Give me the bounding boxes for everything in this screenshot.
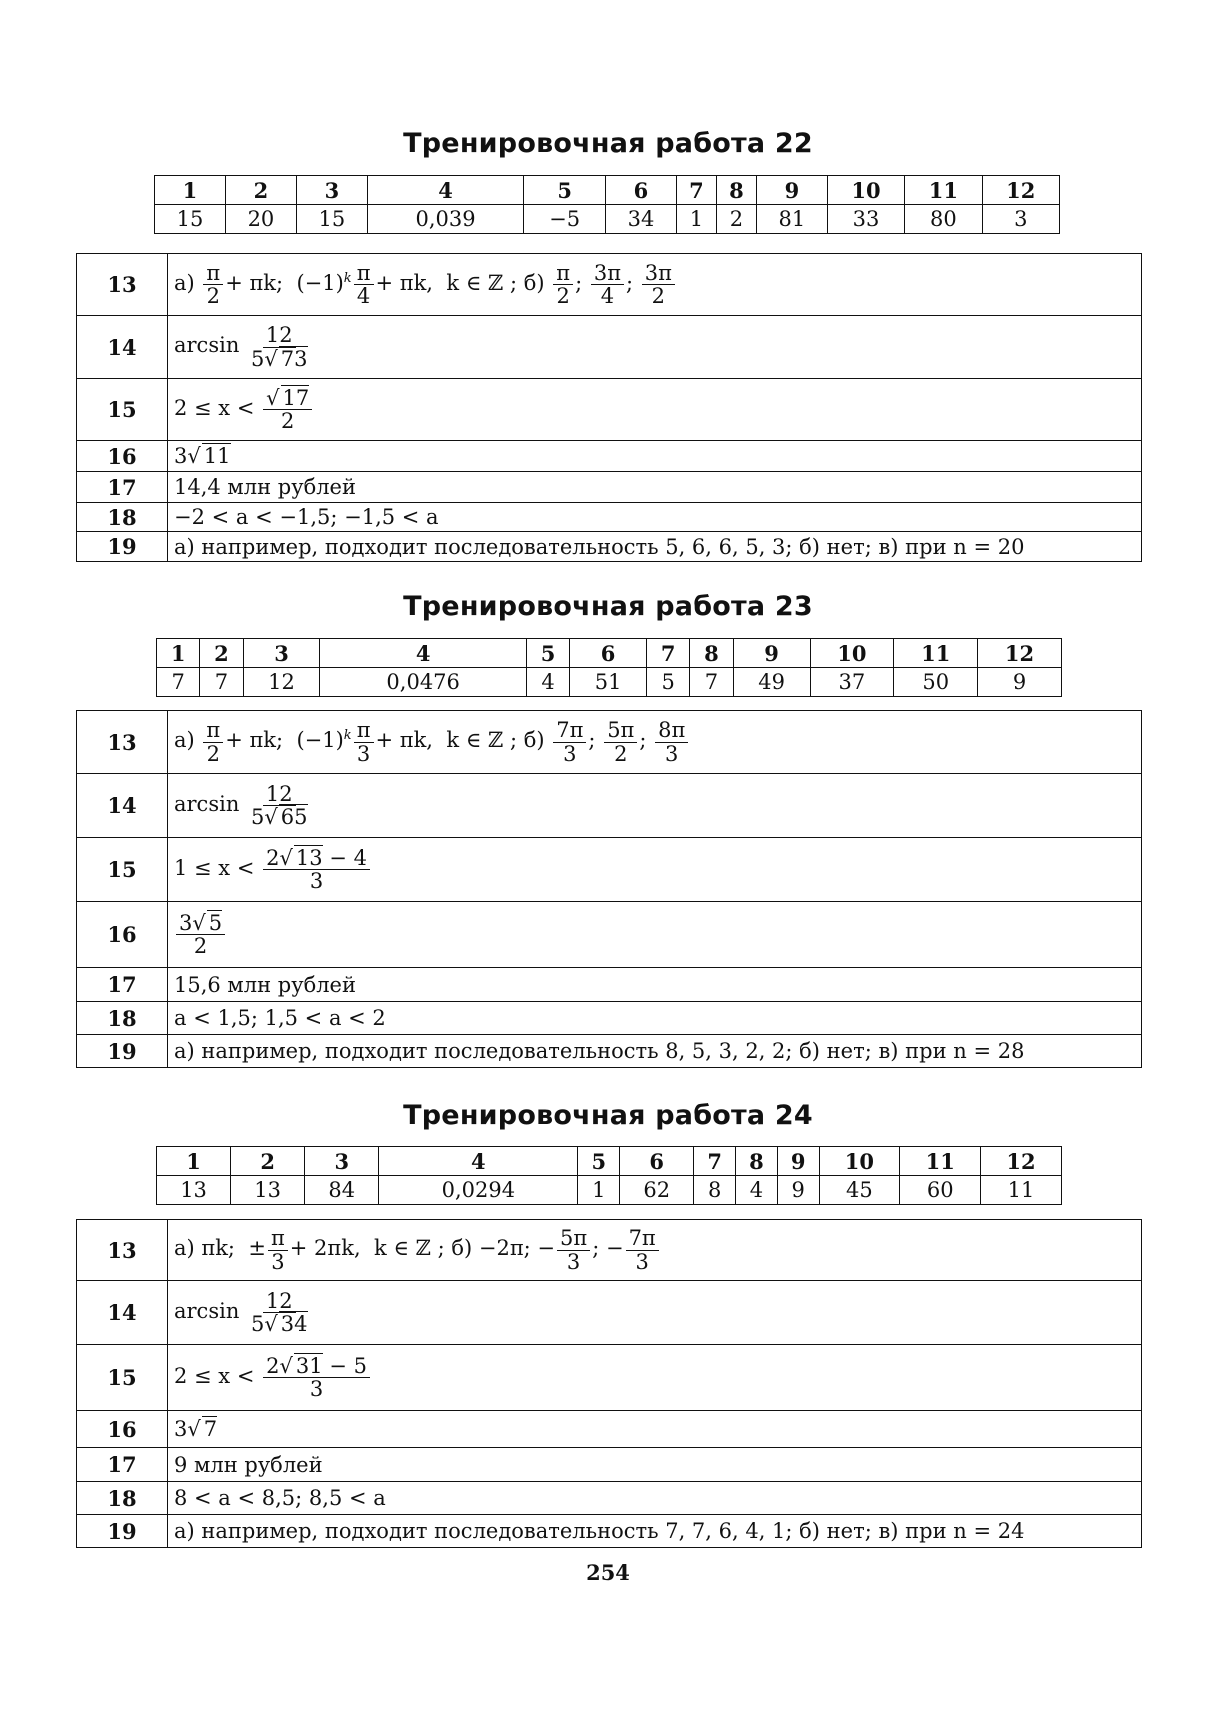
- header-cell: 10: [827, 176, 904, 205]
- denominator: 3: [566, 1249, 581, 1274]
- answer-cell: −5: [524, 205, 606, 234]
- short-answer-row: [157, 1176, 1062, 1205]
- answer-text: + πk,: [375, 728, 433, 753]
- coefficient: 2: [266, 1353, 280, 1378]
- answer-text: 2 ≤ x <: [174, 396, 255, 420]
- task-answer: [168, 1345, 1142, 1411]
- numerator: 3π: [642, 262, 675, 285]
- task-answer: [168, 316, 1142, 379]
- answer-cell: 1: [578, 1176, 620, 1205]
- coefficient: 5: [251, 346, 265, 371]
- header-cell: 6: [620, 1147, 694, 1176]
- task-answer: 9 млн рублей: [168, 1448, 1142, 1482]
- denominator: 3: [635, 1249, 649, 1274]
- task-number: 13: [77, 711, 168, 774]
- answer-text: arcsin: [174, 792, 240, 816]
- task-number: 14: [77, 1281, 168, 1345]
- denominator: 2: [556, 284, 570, 308]
- radicand: 5: [208, 910, 223, 935]
- numerator: 12: [263, 324, 296, 347]
- numerator: 12: [263, 1290, 296, 1313]
- long-row: [77, 316, 1142, 379]
- denominator: 3: [271, 1249, 285, 1274]
- radicand: 13: [295, 845, 323, 870]
- task-number: 19: [77, 1035, 168, 1068]
- task-number: 14: [77, 774, 168, 838]
- task-number: 16: [77, 1411, 168, 1448]
- answer-cell: 7: [200, 668, 243, 697]
- task-answer: а) например, подходит последовательность 7, 7, 6, 4, 1; б) нет; в) при n = 24: [168, 1515, 1142, 1548]
- header-cell: 1: [157, 1147, 231, 1176]
- long-row: [77, 1448, 1142, 1482]
- fraction: [263, 847, 370, 892]
- answer-cell: 12: [243, 668, 320, 697]
- numerator: 3√ 5: [176, 912, 225, 935]
- denominator: 4: [356, 284, 371, 308]
- header-cell: 6: [606, 176, 677, 205]
- fraction: [263, 1355, 370, 1400]
- answer-cell: 84: [305, 1176, 379, 1205]
- task-number: 18: [77, 503, 168, 532]
- task-answer: а) $\frac{\pi}{2}$ + πk; $(-1)^k$ $\frac{\pi}{4}$ + πk, k ∈ ℤ ; б) $\frac{\pi}{2}$ ; $\frac{3\pi}{4}$ ; $\frac{3\pi}{2}$: [168, 254, 1142, 316]
- long-row: [77, 379, 1142, 441]
- fraction: [203, 262, 223, 307]
- task-number: 13: [77, 254, 168, 316]
- denominator: 5√ 73: [251, 346, 308, 371]
- numerator: 2√ 31 − 5: [263, 1355, 370, 1378]
- answer-text: (−1): [296, 271, 344, 295]
- answer-text: (−1): [296, 728, 344, 753]
- task-answer: 8 < a < 8,5; 8,5 < a: [168, 1482, 1142, 1515]
- task-answer: [168, 379, 1142, 441]
- numerator: 3π: [591, 262, 624, 285]
- answer-cell: 34: [606, 205, 677, 234]
- numerator: 2√ 13 − 4: [263, 847, 370, 870]
- work-22-short-table: [154, 175, 1060, 234]
- header-cell: 2: [200, 639, 243, 668]
- header-cell: 8: [716, 176, 756, 205]
- answer-cell: 33: [827, 205, 904, 234]
- numerator: √ 17: [263, 387, 312, 410]
- numerator: π: [268, 1227, 288, 1250]
- denominator: 3: [665, 741, 679, 766]
- task-answer: а) πk; ± $\frac{\pi}{3}$ + 2πk, k ∈ ℤ ; б) −2π; − $\frac{5\pi}{3}$ ; − $\frac{7\pi}{3}$: [168, 1220, 1142, 1281]
- answer-cell: 0,0294: [379, 1176, 578, 1205]
- fraction: [553, 262, 573, 307]
- long-row: [77, 1411, 1142, 1448]
- coefficient: 3: [174, 1417, 188, 1441]
- answer-text: −: [605, 1236, 624, 1261]
- radicand: 31: [295, 1353, 323, 1378]
- answer-text: k ∈ ℤ ; б) −2π;: [373, 1236, 531, 1261]
- short-header-row: [157, 1147, 1062, 1176]
- radicand: 73: [280, 346, 308, 371]
- denominator: 5√ 34: [251, 1312, 308, 1336]
- long-row: [77, 1002, 1142, 1035]
- denominator: 2: [651, 284, 666, 308]
- answer-text: ±: [248, 1236, 266, 1261]
- header-cell: 7: [694, 1147, 736, 1176]
- short-header-row: [157, 639, 1062, 668]
- header-cell: 12: [982, 176, 1059, 205]
- task-number: 19: [77, 1515, 168, 1548]
- header-cell: 11: [894, 639, 978, 668]
- answer-cell: 49: [733, 668, 810, 697]
- coefficient: 5: [251, 805, 265, 829]
- header-cell: 9: [756, 176, 827, 205]
- denominator: 5√ 65: [251, 805, 308, 829]
- task-answer: [168, 902, 1142, 968]
- answer-cell: 5: [647, 668, 690, 697]
- answer-cell: 13: [231, 1176, 305, 1205]
- work-24-short-table: [156, 1146, 1062, 1205]
- answer-cell: 0,039: [367, 205, 523, 234]
- header-cell: 7: [676, 176, 716, 205]
- answer-cell: 7: [157, 668, 200, 697]
- fraction: [248, 324, 311, 369]
- answer-cell: 8: [694, 1176, 736, 1205]
- header-cell: 6: [570, 639, 647, 668]
- header-cell: 8: [690, 639, 733, 668]
- task-number: 17: [77, 1448, 168, 1482]
- answer-text: − 5: [329, 1353, 367, 1378]
- task-answer: [168, 774, 1142, 838]
- task-number: 15: [77, 1345, 168, 1411]
- numerator: π: [553, 262, 573, 285]
- radicand: 17: [282, 385, 310, 410]
- denominator: 3: [563, 741, 577, 766]
- numerator: 7π: [626, 1227, 659, 1250]
- header-cell: 3: [305, 1147, 379, 1176]
- exponent: k: [343, 271, 352, 286]
- header-cell: 1: [157, 639, 200, 668]
- header-cell: 3: [296, 176, 367, 205]
- task-answer: а) например, подходит последовательность 5, 6, 6, 5, 3; б) нет; в) при n = 20: [168, 532, 1142, 562]
- task-number: 17: [77, 968, 168, 1002]
- denominator: 2: [206, 284, 220, 308]
- task-number: 15: [77, 838, 168, 902]
- task-answer: 3√ 11: [168, 441, 1142, 472]
- answer-text: + πk;: [225, 728, 284, 753]
- fraction: [263, 387, 312, 432]
- header-cell: 11: [905, 176, 982, 205]
- long-row: [77, 1035, 1142, 1068]
- radicand: 65: [280, 805, 308, 829]
- answer-text: + πk;: [225, 271, 284, 295]
- task-answer: 15,6 млн рублей: [168, 968, 1142, 1002]
- answer-cell: 15: [296, 205, 367, 234]
- answer-cell: 62: [620, 1176, 694, 1205]
- long-row: [77, 1482, 1142, 1515]
- task-answer: −2 < a < −1,5; −1,5 < a: [168, 503, 1142, 532]
- header-cell: 11: [900, 1147, 981, 1176]
- answer-cell: 80: [905, 205, 982, 234]
- long-row: [77, 503, 1142, 532]
- page-number: 254: [586, 1560, 630, 1585]
- answer-cell: 20: [225, 205, 296, 234]
- header-cell: 10: [810, 639, 894, 668]
- task-answer: а) $\frac{\pi}{2}$ + πk; $(-1)^k$ $\frac{\pi}{3}$ + πk, k ∈ ℤ ; б) $\frac{7\pi}{3}$ ; $\frac{5\pi}{2}$ ; $\frac{8\pi}{3}$: [168, 711, 1142, 774]
- task-answer: а) например, подходит последовательность 8, 5, 3, 2, 2; б) нет; в) при n = 28: [168, 1035, 1142, 1068]
- fraction: [553, 719, 586, 764]
- answer-cell: 3: [982, 205, 1059, 234]
- fraction: [655, 719, 688, 764]
- answer-cell: 50: [894, 668, 978, 697]
- fraction: [604, 719, 637, 764]
- work-23-title: Тренировочная работа 23: [403, 591, 813, 622]
- answer-cell: 0,0476: [320, 668, 526, 697]
- numerator: π: [354, 262, 374, 285]
- header-cell: 4: [379, 1147, 578, 1176]
- header-cell: 1: [155, 176, 226, 205]
- answer-text: k ∈ ℤ ; б): [446, 271, 545, 295]
- answer-cell: 15: [155, 205, 226, 234]
- answer-text: + 2πk,: [289, 1236, 361, 1261]
- work-23-long-table: [76, 710, 1142, 1068]
- answer-text: arcsin: [174, 333, 240, 358]
- numerator: π: [203, 262, 223, 285]
- answer-cell: 4: [736, 1176, 778, 1205]
- fraction: [557, 1227, 590, 1272]
- task-answer: [168, 1281, 1142, 1345]
- long-row: [77, 472, 1142, 503]
- task-answer: 14,4 млн рублей: [168, 472, 1142, 503]
- short-header-row: [155, 176, 1060, 205]
- header-cell: 8: [736, 1147, 778, 1176]
- header-cell: 5: [578, 1147, 620, 1176]
- numerator: 5π: [604, 719, 637, 742]
- task-number: 16: [77, 902, 168, 968]
- task-number: 14: [77, 316, 168, 379]
- fraction: [203, 719, 223, 764]
- numerator: 5π: [557, 1227, 590, 1250]
- header-cell: 2: [225, 176, 296, 205]
- long-row: [77, 254, 1142, 316]
- task-number: 19: [77, 532, 168, 562]
- fraction: [248, 783, 311, 828]
- denominator: 3: [309, 869, 324, 893]
- header-cell: 12: [981, 1147, 1062, 1176]
- coefficient: 3: [179, 910, 193, 935]
- task-number: 13: [77, 1220, 168, 1281]
- task-answer: [168, 838, 1142, 902]
- long-row: [77, 1281, 1142, 1345]
- coefficient: 2: [266, 845, 280, 870]
- long-row: [77, 902, 1142, 968]
- answer-cell: 81: [756, 205, 827, 234]
- answer-cell: 13: [157, 1176, 231, 1205]
- long-row: [77, 711, 1142, 774]
- long-row: [77, 838, 1142, 902]
- denominator: 4: [600, 284, 615, 308]
- task-answer: a < 1,5; 1,5 < a < 2: [168, 1002, 1142, 1035]
- header-cell: 5: [526, 639, 569, 668]
- answer-text: −: [537, 1236, 556, 1261]
- exponent: k: [343, 728, 352, 744]
- denominator: 3: [309, 1377, 324, 1401]
- header-cell: 12: [978, 639, 1062, 668]
- fraction: [248, 1290, 311, 1335]
- fraction: [591, 262, 624, 307]
- task-answer: 3√ 7: [168, 1411, 1142, 1448]
- work-24-long-table: [76, 1219, 1142, 1548]
- answer-cell: 7: [690, 668, 733, 697]
- work-24-title: Тренировочная работа 24: [403, 1100, 813, 1131]
- header-cell: 2: [231, 1147, 305, 1176]
- work-22-long-table: [76, 253, 1142, 562]
- long-row: [77, 968, 1142, 1002]
- short-answer-row: [155, 205, 1060, 234]
- long-row: [77, 1515, 1142, 1548]
- radicand: 7: [203, 1417, 218, 1441]
- answer-cell: 4: [526, 668, 569, 697]
- header-cell: 3: [243, 639, 320, 668]
- fraction: [176, 912, 225, 957]
- long-row: [77, 1345, 1142, 1411]
- fraction: [354, 262, 374, 307]
- denominator: 2: [206, 741, 220, 766]
- task-number: 16: [77, 441, 168, 472]
- long-row: [77, 774, 1142, 838]
- coefficient: 5: [251, 1312, 265, 1336]
- long-row: [77, 441, 1142, 472]
- fraction: [642, 262, 675, 307]
- answer-cell: 9: [978, 668, 1062, 697]
- header-cell: 9: [777, 1147, 819, 1176]
- radicand: 34: [280, 1312, 308, 1336]
- header-cell: 10: [819, 1147, 900, 1176]
- task-number: 17: [77, 472, 168, 503]
- work-23-short-table: [156, 638, 1062, 697]
- numerator: 7π: [553, 719, 586, 742]
- answer-text: − 4: [329, 845, 367, 870]
- answer-text: а): [174, 271, 195, 295]
- answer-cell: 9: [777, 1176, 819, 1205]
- answer-cell: 37: [810, 668, 894, 697]
- header-cell: 7: [647, 639, 690, 668]
- numerator: π: [203, 719, 223, 742]
- answer-cell: 45: [819, 1176, 900, 1205]
- answer-text: k ∈ ℤ ; б): [446, 728, 545, 753]
- answer-cell: 11: [981, 1176, 1062, 1205]
- answer-text: а): [174, 728, 195, 753]
- task-number: 18: [77, 1482, 168, 1515]
- task-number: 18: [77, 1002, 168, 1035]
- short-answer-row: [157, 668, 1062, 697]
- answer-cell: 60: [900, 1176, 981, 1205]
- denominator: 2: [280, 409, 295, 433]
- long-row: [77, 1220, 1142, 1281]
- work-22-title: Тренировочная работа 22: [403, 128, 813, 159]
- header-cell: 5: [524, 176, 606, 205]
- answer-cell: 2: [716, 205, 756, 234]
- numerator: 12: [263, 783, 296, 806]
- fraction: [268, 1227, 288, 1272]
- answer-text: + πk,: [375, 271, 433, 295]
- fraction: [354, 719, 374, 764]
- answer-cell: 51: [570, 668, 647, 697]
- task-number: 15: [77, 379, 168, 441]
- coefficient: 3: [174, 444, 188, 468]
- numerator: π: [354, 719, 374, 742]
- header-cell: 4: [320, 639, 526, 668]
- fraction: [626, 1227, 659, 1272]
- answer-text: а) πk;: [174, 1236, 235, 1261]
- long-row: [77, 532, 1142, 562]
- header-cell: 9: [733, 639, 810, 668]
- answer-text: arcsin: [174, 1299, 240, 1323]
- header-cell: 4: [367, 176, 523, 205]
- radicand: 11: [203, 444, 231, 468]
- answer-text: 1 ≤ x <: [174, 856, 255, 880]
- numerator: 8π: [655, 719, 688, 742]
- denominator: 2: [614, 741, 628, 766]
- denominator: 2: [193, 934, 208, 958]
- answer-text: 2 ≤ x <: [174, 1364, 255, 1388]
- denominator: 3: [356, 741, 371, 766]
- answer-cell: 1: [676, 205, 716, 234]
